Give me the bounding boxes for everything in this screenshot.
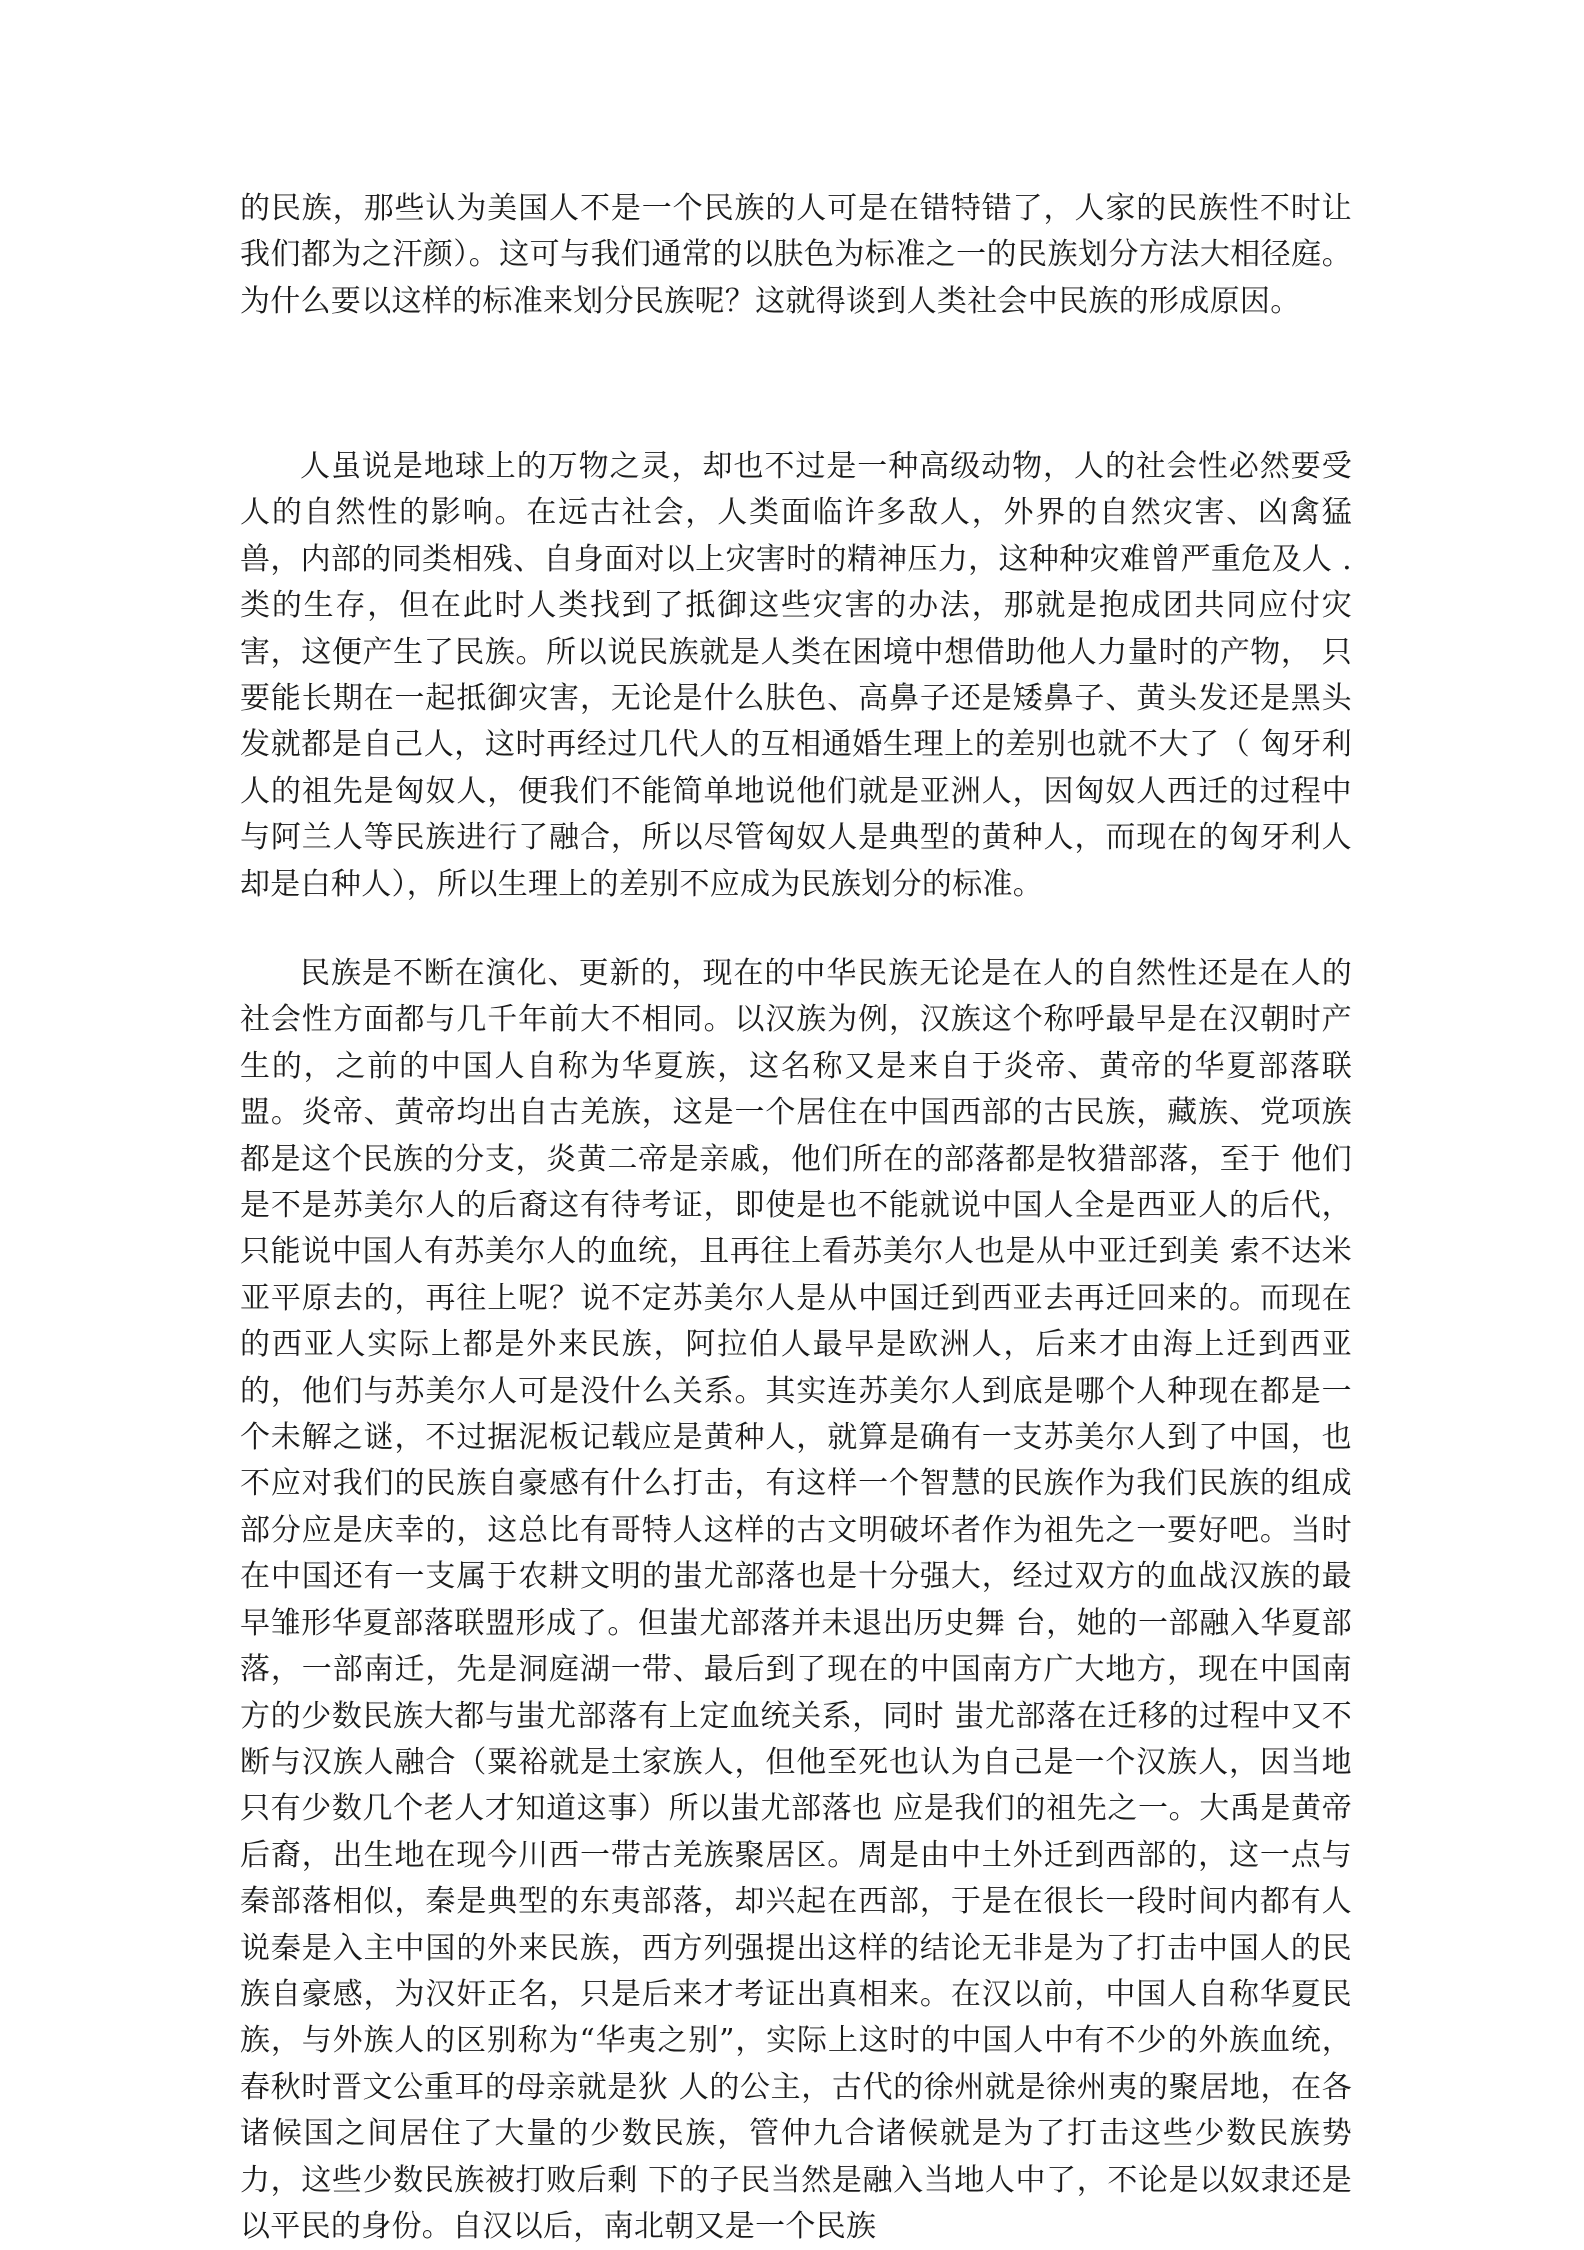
paragraph-3: 民族是不断在演化、更新的，现在的中华民族无论是在人的自然性还是在人的社会性方面都与几千年前大不相同。以汉族为例，汉族这个称呼最早是在汉朝时产生的，之前的中国人自称为华夏族，这名称又是来自于炎帝、黄帝的华夏部落联 盟。炎帝、黄帝均出自古羌族，这是一个居住在中国西部的古民族，藏族、党项族都是这个民族的分支，炎黄二帝是亲戚，他们所在的部落都是牧猎部落，至于 他们是不是苏美尔人的后裔这有待考证，即使是也不能就说中国人全是西亚人的后代，只能说中国人有苏美尔人的血统，且再往上看苏美尔人也是从中亚迁到美 索不达米亚平原去的，再往上呢？说不定苏美尔人是从中国迁到西亚去再迁回来的。而现在的西亚人实际上都是外来民族，阿拉伯人最早是欧洲人，后来才由海上迁到西亚的，他们与苏美尔人可是没什么关系。其实连苏美尔人到底是哪个人种现在都是一个未解之谜，不过据泥板记载应是黄种人，就算是确有一支苏美尔人到了中国，也不应对我们的民族自豪感有什么打击，有这样一个智慧的民族作为我们民族的组成部分应是庆幸的，这总比有哥特人这样的古文明破坏者作为祖先之一要好吧。当时在中国还有一支属于农耕文明的蚩尤部落也是十分强大，经过双方的血战汉族的最早雏形华夏部落联盟形成了。但蚩尤部落并未退出历史舞 台，她的一部融入华夏部落，一部南迁，先是洞庭湖一带、最后到了现在的中国南方广大地方，现在中国南方的少数民族大都与蚩尤部落有上定血统关系，同时 蚩尤部落在迁移的过程中又不断与汉族人融合（粟裕就是土家族人，但他至死也认为自己是一个汉族人，因当地只有少数几个老人才知道这事）所以蚩尤部落也 应是我们的祖先之一。大禹是黄帝后裔，出生地在现今川西一带古羌族聚居区。周是由中土外迁到西部的，这一点与秦部落相似，秦是典型的东夷部落，却兴起在西部，于是在很长一段时间内都有人说秦是入主中国的外来民族，西方列强提出这样的结论无非是为了打击中国人的民族自豪感，为汉奸正名，只是后来才考证出真相来。在汉以前，中国人自称华夏民族，与外族人的区别称为“华夷之别”，实际上这时的中国人中有不少的外族血统，春秋时晋文公重耳的母亲就是狄 人的公主，古代的徐州就是徐州夷的聚居地，在各诸候国之间居住了大量的少数民族，管仲九合诸候就是为了打击这些少数民族势力，这些少数民族被打败后剩 下的子民当然是融入当地人中了，不论是以奴隶还是以平民的身份。自汉以后，南北朝又是一个民族 <box>240 956 1352 2244</box>
paragraph-2: 人虽说是地球上的万物之灵，却也不过是一种高级动物，人的社会性必然要受人的自然性的影响。在远古社会，人类面临许多敌人，外界的自然灾害、凶禽猛兽，内部的同类相残、自身面对以上灾害时的精神压力，这种种灾难曾严重危及人 .类的生存，但在此时人类找到了抵御这些灾害的办法，那就是抱成团共同应付灾害，这便产生了民族。所以说民族就是人类在困境中想借助他人力量时的产物， 只要能长期在一起抵御灾害，无论是什么肤色、高鼻子还是矮鼻子、黄头发还是黑头发就都是自己人，这时再经过几代人的互相通婚生理上的差别也就不大了（ 匈牙利人的祖先是匈奴人，便我们不能简单地说他们就是亚洲人，因匈奴人西迁的过程中与阿兰人等民族进行了融合，所以尽管匈奴人是典型的黄种人，而现在的匈牙利人却是白种人），所以生理上的差别不应成为民族划分的标准。 <box>240 449 1352 902</box>
paragraph-1: 的民族，那些认为美国人不是一个民族的人可是在错特错了，人家的民族性不时让我们都为之汗颜）。这可与我们通常的以肤色为标准之一的民族划分方法大相径庭。为什么要以这样的标准来划分民族呢？这就得谈到人类社会中民族的形成原因。 <box>240 191 1352 319</box>
